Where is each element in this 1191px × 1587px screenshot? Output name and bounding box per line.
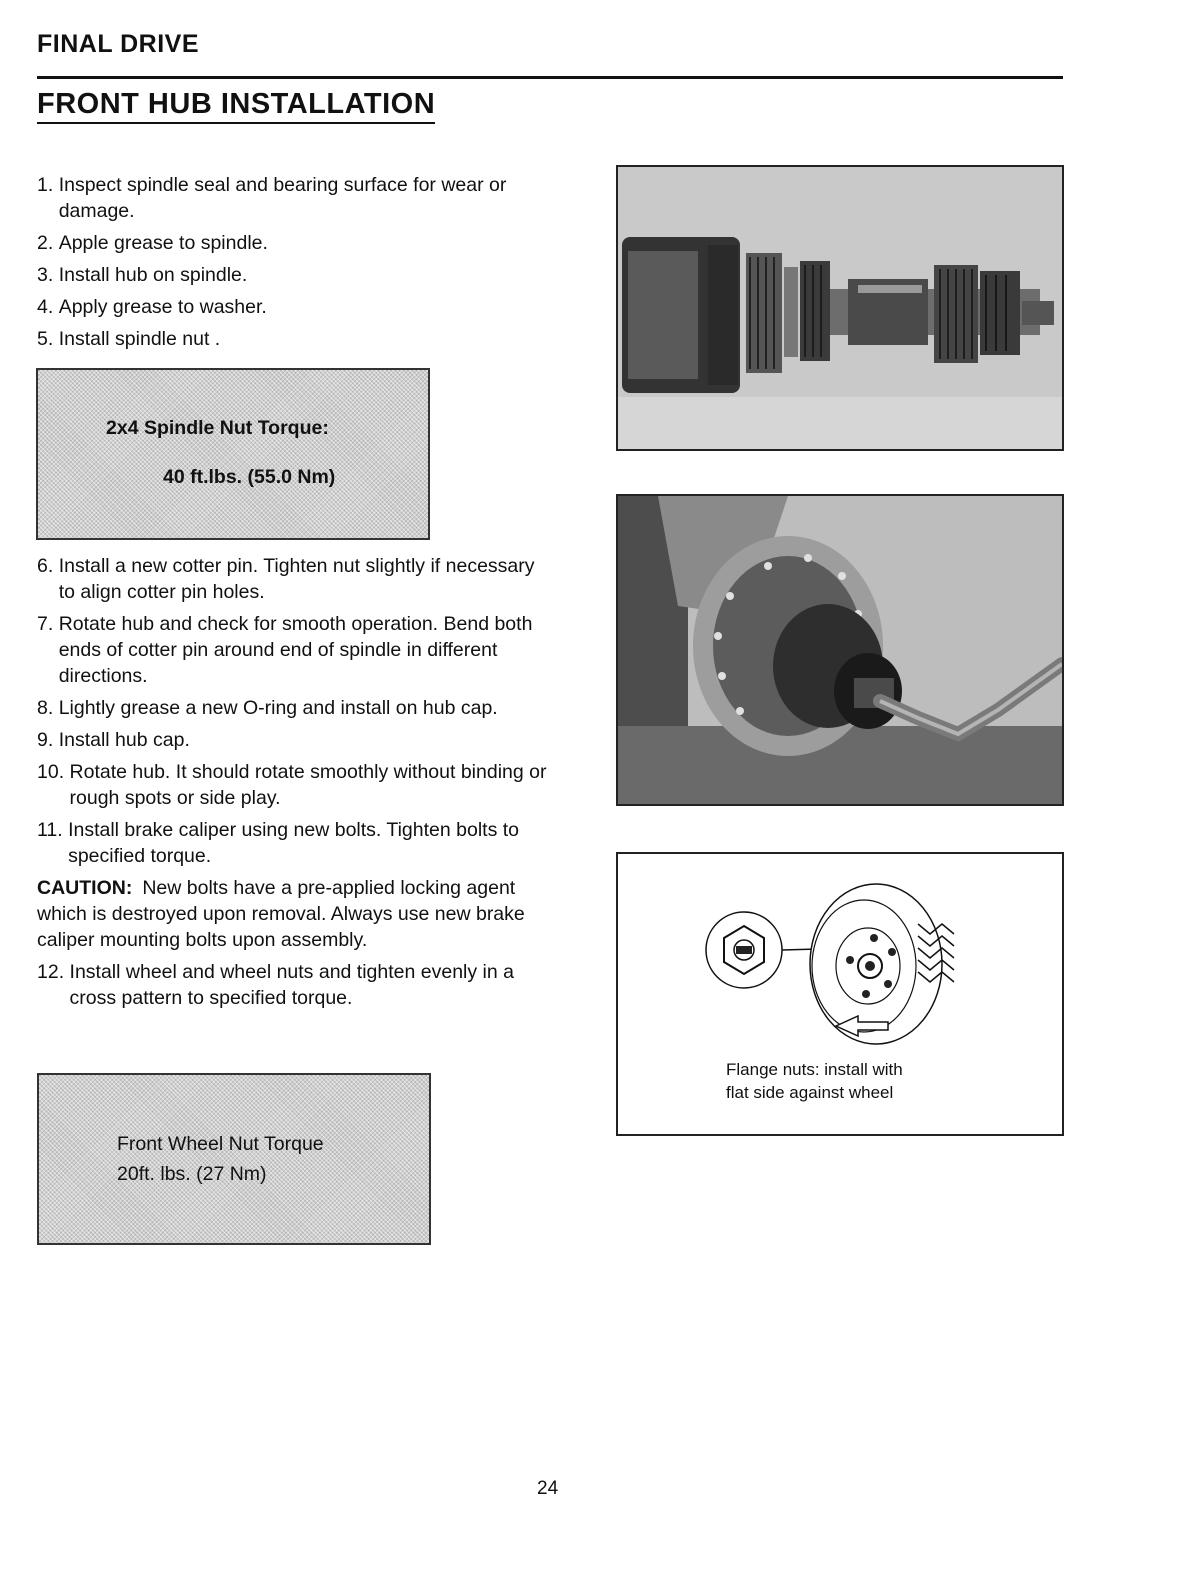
- spindle-bearing-photo: [616, 165, 1064, 451]
- section-title: FINAL DRIVE: [37, 30, 199, 58]
- flange-nut-diagram: [616, 852, 1064, 1136]
- list-item: [37, 611, 547, 689]
- list-item: [37, 172, 547, 224]
- step-number: 5.: [37, 328, 59, 350]
- page-number: 24: [537, 1478, 559, 1499]
- spindle-torque-label: 2x4 Spindle Nut Torque:: [106, 417, 329, 439]
- step-text: Rotate hub and check for smooth operation. Bend both ends of cotter pin around end of spindle in different directions.: [58, 613, 533, 687]
- figure-caption-line1: Flange nuts: install with: [726, 1060, 903, 1079]
- caution-label: CAUTION:: [37, 877, 133, 899]
- list-item: [37, 326, 547, 352]
- step-number: 4.: [37, 296, 59, 318]
- wheel-torque-box: [37, 1073, 431, 1245]
- step-text: Install spindle nut .: [58, 328, 221, 350]
- wheel-torque-value: 20ft. lbs. (27 Nm): [117, 1163, 267, 1185]
- header-rule: [37, 76, 1063, 79]
- step-text: Install hub on spindle.: [58, 264, 248, 286]
- step-text: Rotate hub. It should rotate smoothly without binding or rough spots or side play.: [69, 761, 547, 809]
- step-number: 11.: [37, 819, 69, 841]
- list-item: [37, 262, 547, 288]
- list-item: [37, 759, 547, 811]
- list-item: [37, 553, 547, 605]
- step-text: Apply grease to washer.: [58, 296, 267, 318]
- list-item: [37, 727, 547, 753]
- hub-assembly-image: [618, 496, 1062, 804]
- flange-nut-illustration: [618, 854, 1062, 1054]
- list-item: [37, 230, 547, 256]
- figure-caption-line2: flat side against wheel: [726, 1083, 894, 1102]
- step-text: Apple grease to spindle.: [58, 232, 268, 254]
- steps-list-part1: [37, 172, 547, 358]
- wheel-torque-label: Front Wheel Nut Torque: [117, 1133, 324, 1155]
- spindle-bearing-image: [618, 167, 1062, 449]
- step-text: Lightly grease a new O-ring and install on hub cap.: [58, 697, 498, 719]
- list-item: [37, 695, 547, 721]
- step-number: 2.: [37, 232, 59, 254]
- list-item: [37, 959, 547, 1011]
- spindle-torque-box: [36, 368, 430, 540]
- list-item: [37, 817, 547, 869]
- caution-text: New bolts have a pre-applied locking agent which is destroyed upon removal. Always use new brake caliper mounting bolts upon assembly.: [37, 877, 525, 951]
- step-text: Install a new cotter pin. Tighten nut slightly if necessary to align cotter pin holes.: [58, 555, 535, 603]
- step-number: 7.: [37, 613, 59, 635]
- list-item: [37, 294, 547, 320]
- hub-assembly-photo: [616, 494, 1064, 806]
- caution-note: [37, 875, 547, 953]
- step-text: Inspect spindle seal and bearing surface for wear or damage.: [58, 174, 507, 222]
- step-number: 8.: [37, 697, 59, 719]
- step-number: 12.: [37, 961, 70, 983]
- step-number: 10.: [37, 761, 70, 783]
- step-number: 3.: [37, 264, 59, 286]
- steps-list-part2: [37, 553, 547, 1017]
- step-number: 1.: [37, 174, 59, 196]
- spindle-torque-value: 40 ft.lbs. (55.0 Nm): [163, 466, 336, 488]
- step-number: 9.: [37, 729, 59, 751]
- step-text: Install brake caliper using new bolts. Tighten bolts to specified torque.: [68, 819, 519, 867]
- page-heading: FRONT HUB INSTALLATION: [37, 88, 435, 124]
- step-text: Install wheel and wheel nuts and tighten evenly in a cross pattern to specified torque.: [69, 961, 514, 1009]
- step-number: 6.: [37, 555, 59, 577]
- step-text: Install hub cap.: [58, 729, 190, 751]
